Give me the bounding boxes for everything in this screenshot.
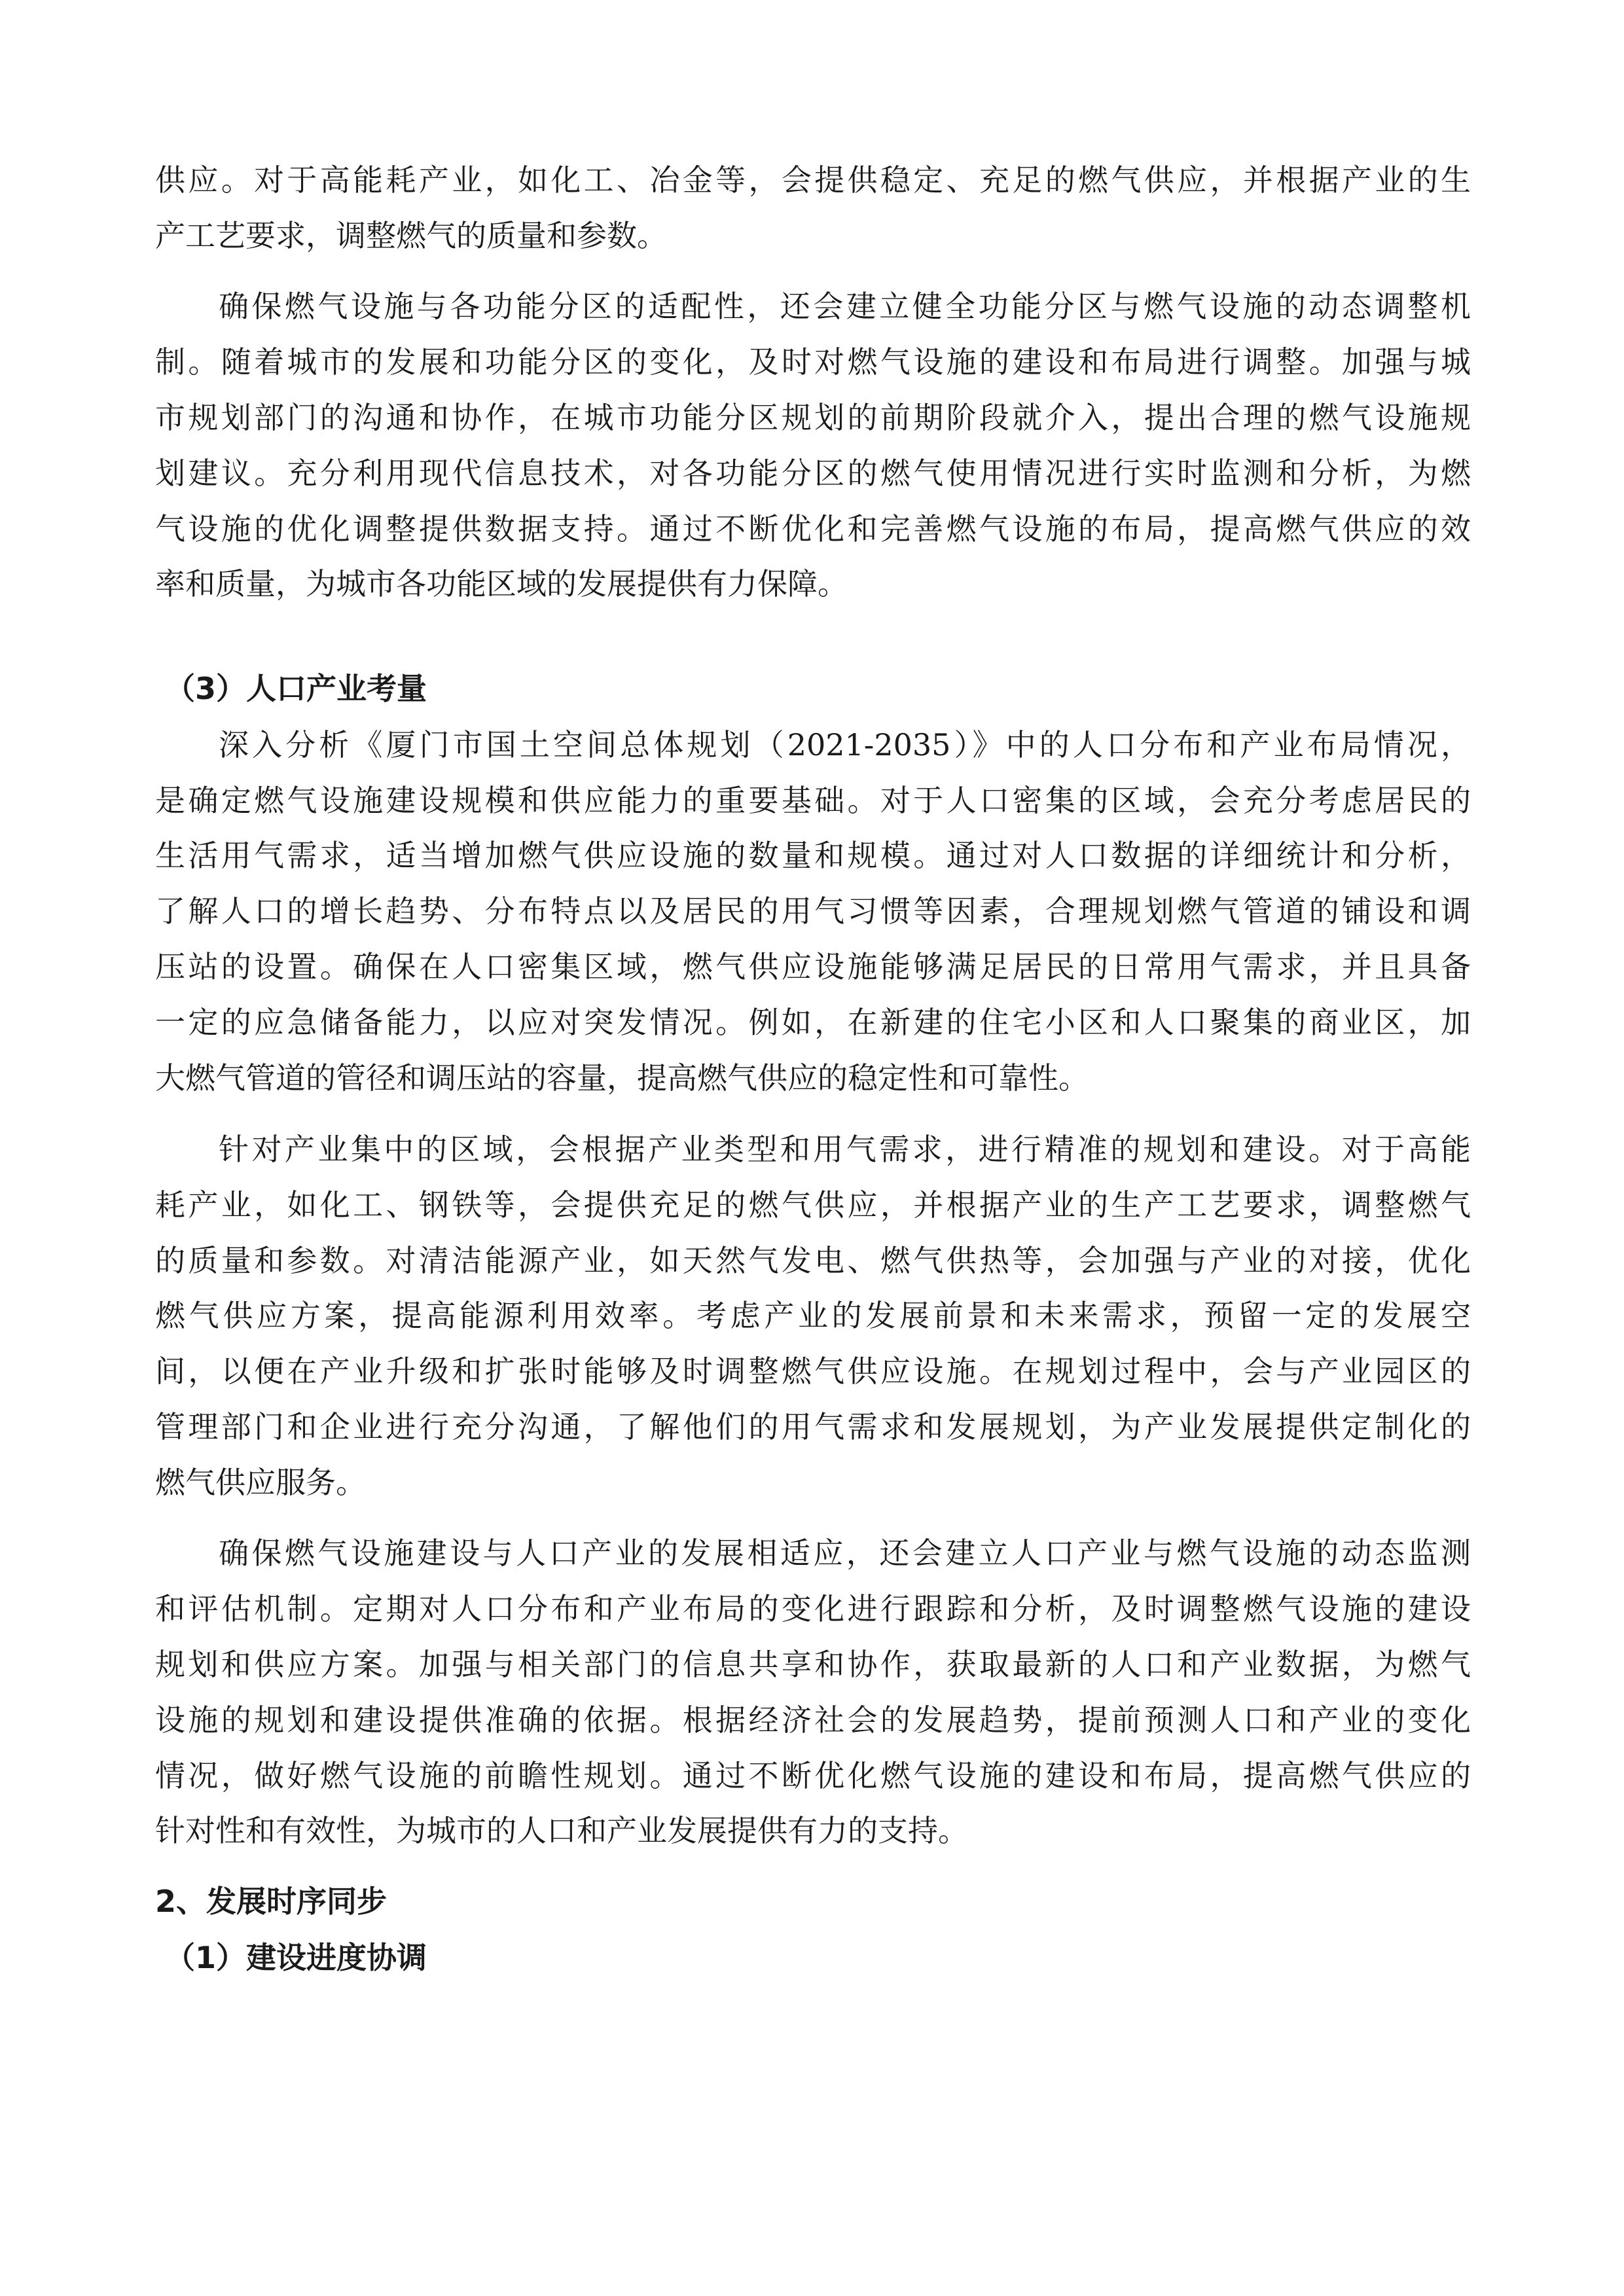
chapter-heading: 2、发展时序同步 <box>155 1884 388 1919</box>
section-heading: （3）人口产业考量 <box>165 671 427 706</box>
text-line: 压站的设置。确保在人口密集区域，燃气供应设施能够满足居民的日常用气需求，并且具备 <box>155 949 1471 984</box>
text-line: 生活用气需求，适当增加燃气供应设施的数量和规模。通过对人口数据的详细统计和分析， <box>155 838 1471 873</box>
text-line: 大燃气管道的管径和调压站的容量，提高燃气供应的稳定性和可靠性。 <box>155 1060 1089 1096</box>
text-line: 的质量和参数。对清洁能源产业，如天然气发电、燃气供热等，会加强与产业的对接，优化 <box>155 1243 1471 1278</box>
text-line: 间，以便在产业升级和扩张时能够及时调整燃气供应设施。在规划过程中，会与产业园区的 <box>155 1354 1471 1389</box>
section-heading: （1）建设进度协调 <box>165 1940 427 1975</box>
text-line: 耗产业，如化工、钢铁等，会提供充足的燃气供应，并根据产业的生产工艺要求，调整燃气 <box>155 1187 1471 1223</box>
text-line: 管理部门和企业进行充分沟通，了解他们的用气需求和发展规划，为产业发展提供定制化的 <box>155 1409 1471 1444</box>
text-line: 确保燃气设施与各功能分区的适配性，还会建立健全功能分区与燃气设施的动态调整机 <box>219 289 1471 324</box>
text-line: 规划和供应方案。加强与相关部门的信息共享和协作，获取最新的人口和产业数据，为燃气 <box>155 1647 1471 1682</box>
text-line: 深入分析《厦门市国土空间总体规划（2021-2035）》中的人口分布和产业布局情况， <box>219 727 1471 762</box>
text-line: 气设施的优化调整提供数据支持。通过不断优化和完善燃气设施的布局，提高燃气供应的效 <box>155 511 1471 547</box>
text-line: 和评估机制。定期对人口分布和产业布局的变化进行跟踪和分析，及时调整燃气设施的建设 <box>155 1591 1471 1626</box>
text-line: 了解人口的增长趋势、分布特点以及居民的用气习惯等因素，合理规划燃气管道的铺设和调 <box>155 893 1471 929</box>
text-line: 划建议。充分利用现代信息技术，对各功能分区的燃气使用情况进行实时监测和分析，为燃 <box>155 456 1471 491</box>
text-line: 供应。对于高能耗产业，如化工、冶金等，会提供稳定、充足的燃气供应，并根据产业的生 <box>155 162 1471 198</box>
text-line: 产工艺要求，调整燃气的质量和参数。 <box>155 218 667 253</box>
text-line: 是确定燃气设施建设规模和供应能力的重要基础。对于人口密集的区域，会充分考虑居民的 <box>155 783 1471 818</box>
text-line: 市规划部门的沟通和协作，在城市功能分区规划的前期阶段就介入，提出合理的燃气设施规 <box>155 400 1471 435</box>
text-line: 燃气供应方案，提高能源利用效率。考虑产业的发展前景和未来需求，预留一定的发展空 <box>155 1298 1471 1333</box>
text-line: 一定的应急储备能力，以应对突发情况。例如，在新建的住宅小区和人口聚集的商业区，加 <box>155 1005 1471 1040</box>
text-line: 率和质量，为城市各功能区域的发展提供有力保障。 <box>155 566 848 601</box>
text-line: 情况，做好燃气设施的前瞻性规划。通过不断优化燃气设施的建设和布局，提高燃气供应的 <box>155 1758 1471 1793</box>
text-line: 针对性和有效性，为城市的人口和产业发展提供有力的支持。 <box>155 1813 968 1848</box>
text-line: 设施的规划和建设提供准确的依据。根据经济社会的发展趋势，提前预测人口和产业的变化 <box>155 1702 1471 1738</box>
text-line: 确保燃气设施建设与人口产业的发展相适应，还会建立人口产业与燃气设施的动态监测 <box>219 1535 1471 1571</box>
text-line: 燃气供应服务。 <box>155 1465 366 1500</box>
text-line: 针对产业集中的区域，会根据产业类型和用气需求，进行精准的规划和建设。对于高能 <box>219 1132 1471 1167</box>
text-line: 制。随着城市的发展和功能分区的变化，及时对燃气设施的建设和布局进行调整。加强与城 <box>155 344 1471 380</box>
